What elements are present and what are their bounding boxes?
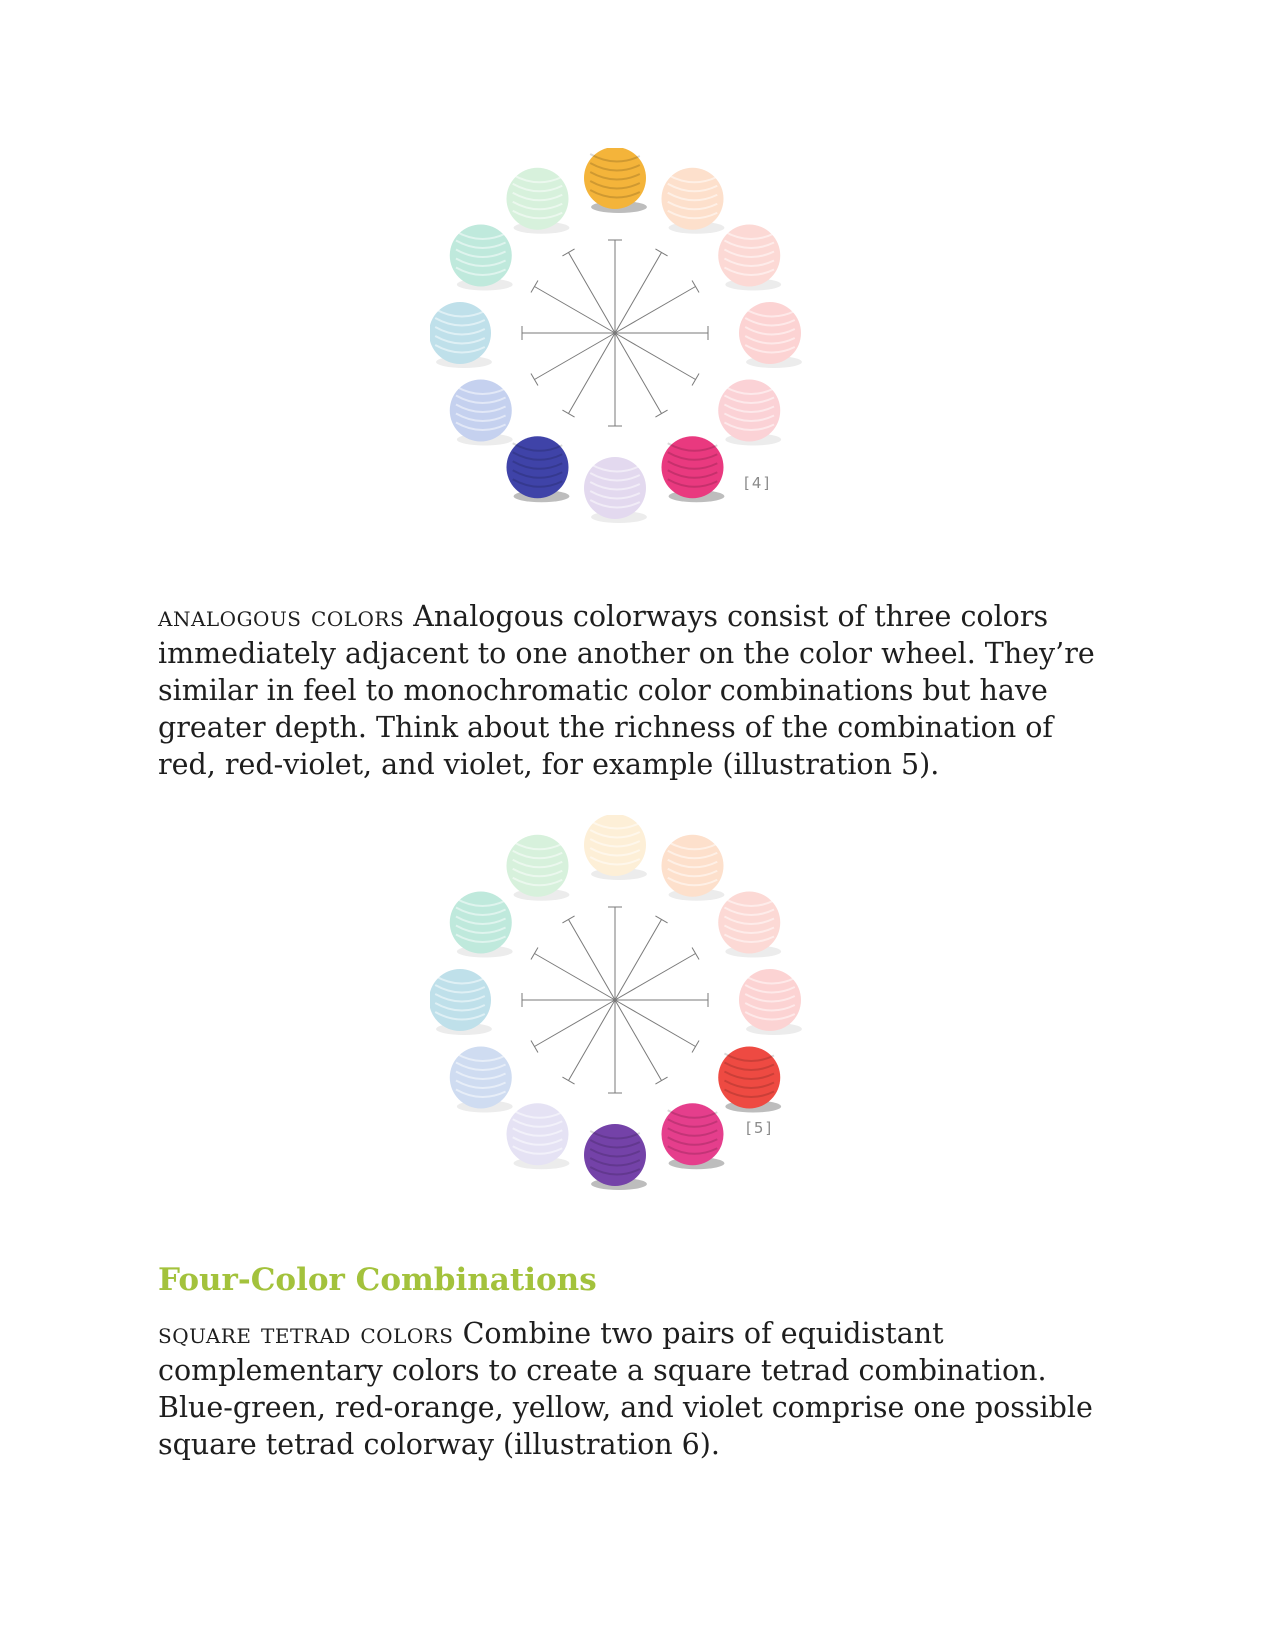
spoke-cap <box>531 280 538 292</box>
spoke-cap <box>562 410 574 417</box>
wheel-spoke <box>534 333 615 380</box>
color-wheel-illustration-4 <box>430 148 810 528</box>
yarn-ball <box>662 835 725 901</box>
wheel-spoke <box>615 1000 696 1047</box>
wheel-spoke <box>569 1000 616 1081</box>
wheel-spoke <box>534 954 615 1001</box>
wheel-spoke <box>615 919 662 1000</box>
yarn-ball <box>739 969 802 1035</box>
yarn-ball <box>718 892 781 958</box>
spoke-cap <box>692 947 699 959</box>
wheel-spoke <box>569 333 616 414</box>
spoke-cap <box>692 280 699 292</box>
yarn-ball <box>450 380 513 446</box>
spoke-cap <box>562 249 574 256</box>
section-heading: Four-Color Combinations <box>158 1262 597 1298</box>
yarn-ball <box>662 168 725 234</box>
yarn-ball <box>507 835 570 901</box>
color-wheel-illustration-5 <box>430 815 810 1195</box>
wheel-spoke <box>615 333 696 380</box>
wheel-spoke <box>569 919 616 1000</box>
spoke-cap <box>692 1040 699 1052</box>
yarn-ball <box>662 436 725 502</box>
figure-label: [4] <box>744 474 772 492</box>
yarn-ball <box>507 168 570 234</box>
wheel-spoke <box>615 1000 662 1081</box>
analogous-colors-paragraph <box>158 598 1098 783</box>
analogous-body: Analogous colorways consist of three colors immediately adjacent to one another on the color wheel. They’re similar in feel to monochromatic color combinations but have greater depth. Think about the richness of the combination of red, red-violet, and violet, for example (illustration 5). <box>158 600 1095 781</box>
spoke-cap <box>655 249 667 256</box>
spoke-cap <box>562 1077 574 1084</box>
yarn-ball <box>584 815 647 880</box>
square-tetrad-paragraph <box>158 1315 1098 1463</box>
spoke-cap <box>655 410 667 417</box>
yarn-ball <box>584 1124 647 1190</box>
wheel-spoke <box>569 252 616 333</box>
yarn-ball <box>718 1047 781 1113</box>
spoke-cap <box>655 1077 667 1084</box>
yarn-ball <box>739 302 802 368</box>
yarn-ball <box>718 225 781 291</box>
wheel-spokes <box>522 907 708 1093</box>
wheel-spoke <box>534 1000 615 1047</box>
wheel-spoke <box>615 954 696 1001</box>
tetrad-body: Combine two pairs of equidistant complementary colors to create a square tetrad combination. Blue-green, red-orange, yellow, and violet comprise one possible square tetrad colorway (illustration 6). <box>158 1317 1093 1461</box>
wheel-spoke <box>615 333 662 414</box>
yarn-ball <box>584 148 647 213</box>
yarn-ball <box>450 892 513 958</box>
spoke-cap <box>692 373 699 385</box>
spoke-cap <box>531 1040 538 1052</box>
yarn-ball <box>662 1103 725 1169</box>
yarn-ball <box>430 969 492 1035</box>
color-wheel-svg <box>430 148 810 528</box>
yarn-ball <box>507 436 570 502</box>
tetrad-lead: square tetrad colors <box>158 1317 454 1350</box>
spoke-cap <box>562 916 574 923</box>
wheel-spoke <box>534 287 615 334</box>
yarn-ball <box>430 302 492 368</box>
yarn-ball <box>450 1047 513 1113</box>
yarn-ball <box>450 225 513 291</box>
spoke-cap <box>531 947 538 959</box>
analogous-lead: analogous colors <box>158 600 405 633</box>
yarn-ball <box>507 1103 570 1169</box>
color-wheel-svg <box>430 815 810 1195</box>
yarn-ball <box>718 380 781 446</box>
wheel-spokes <box>522 240 708 426</box>
yarn-ball <box>584 457 647 523</box>
wheel-spoke <box>615 287 696 334</box>
spoke-cap <box>655 916 667 923</box>
figure-label: [5] <box>746 1119 774 1137</box>
wheel-spoke <box>615 252 662 333</box>
spoke-cap <box>531 373 538 385</box>
